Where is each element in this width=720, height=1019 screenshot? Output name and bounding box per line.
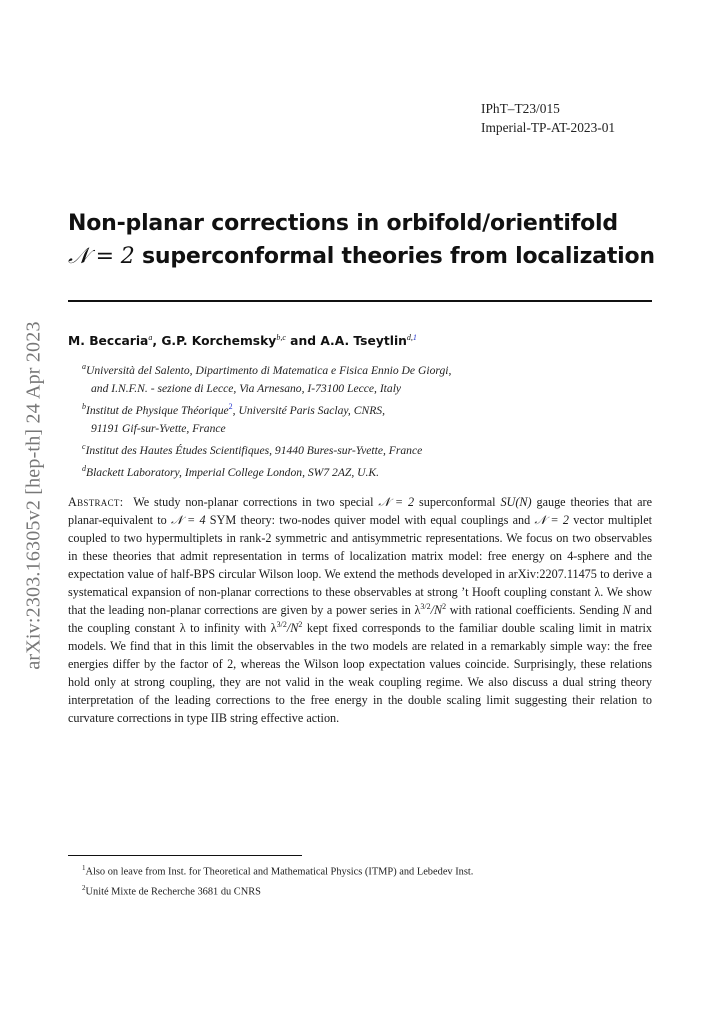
abstract-math: SU(N)	[500, 495, 532, 509]
footnote-link[interactable]: 1	[412, 333, 417, 342]
abstract-math: /N	[286, 621, 299, 635]
abstract-exponent: 3/2	[420, 601, 431, 611]
affiliations	[82, 358, 451, 481]
author-separator: and	[285, 334, 321, 349]
report-number: IPhT–T23/015	[481, 101, 560, 116]
title-rule	[68, 300, 652, 302]
abstract-math: /N	[430, 603, 443, 617]
author-name: G.P. Korchemsky	[161, 334, 277, 349]
affiliation-mark: d,	[406, 333, 413, 342]
title-line-1: Non-planar corrections in orbifold/orientifold	[68, 211, 618, 236]
footnote-mark: 1	[82, 864, 86, 872]
title-math: 𝒩 = 2	[68, 244, 135, 269]
affiliation-c	[82, 438, 451, 460]
abstract-text: gauge theories that are planar-equivalent to	[68, 495, 653, 527]
affiliation-b	[82, 398, 451, 420]
abstract-text: superconformal	[414, 495, 501, 509]
affiliation-mark: c	[82, 441, 86, 451]
affiliation-mark: b	[82, 401, 86, 411]
report-number: Imperial-TP-AT-2023-01	[481, 119, 616, 135]
abstract-math: 𝒩 = 2	[378, 495, 415, 509]
affiliation-b-line2: 91191 Gif-sur-Yvette, France	[91, 421, 226, 435]
arxiv-side-stamp	[19, 295, 49, 695]
affiliation-mark: b,c	[276, 333, 286, 342]
abstract-exponent: 2	[298, 619, 303, 629]
footnote	[82, 880, 473, 900]
affiliation-text: , Université Paris Saclay, CNRS,	[232, 403, 385, 417]
abstract-text: We study non-planar corrections in two special	[133, 495, 379, 509]
affiliation-text: Università del Salento, Dipartimento di Matematica e Fisica Ennio De Giorgi,	[86, 363, 452, 377]
abstract-math: 𝒩 = 4	[171, 513, 206, 527]
affiliation-a	[82, 358, 451, 380]
affiliation-d	[82, 460, 451, 482]
abstract-math: 𝒩 = 2	[534, 513, 570, 527]
footnotes	[82, 860, 473, 901]
footnote-link[interactable]: 2	[228, 401, 233, 411]
arxiv-identifier: arXiv:2303.16305v2 [hep-th] 24 Apr 2023	[22, 320, 45, 670]
affiliation-mark: a	[82, 362, 86, 371]
abstract-text: and the coupling constant λ to infinity with λ	[68, 603, 652, 635]
author-list	[68, 333, 417, 348]
abstract-text: vector multiplet coupled to two hypermultiplets in rank-2 symmetric and antisymmetric representations. We focus on two observables in these theories that admit representation in terms of localization matrix model: free energy on 4-sphere and the expectation value of half-BPS circular Wilson loop. We extend the methods developed in arXiv:2207.11475 to derive a systematical expansion of non-planar corrections to these observables at strong ’t Hooft coupling constant λ. We show that the leading non-planar corrections are given by a power series in λ	[68, 513, 652, 617]
author-name: A.A. Tseytlin	[320, 334, 407, 349]
affiliation-text: Blackett Laboratory, Imperial College London, SW7 2AZ, U.K.	[86, 465, 380, 479]
abstract-text: SYM theory: two-nodes quiver model with equal couplings and	[205, 513, 535, 527]
footnote-text: Also on leave from Inst. for Theoretical and Mathematical Physics (ITMP) and Lebedev Inst.	[85, 866, 474, 878]
author-name: M. Beccaria	[68, 334, 149, 349]
affiliation-text: Institut de Physique Théorique	[86, 403, 229, 417]
title-line-2-text: superconformal theories from localization	[134, 244, 655, 269]
abstract-text: kept fixed corresponds to the familiar double scaling limit in matrix models. We find that in this limit the observables in the two models are related in a remarkably simple way: the free energies differ by the factor of 2, whereas the Wilson loop expectation values coincide. Surprisingly, these relations hold only at strong coupling, they are not valid in the weak coupling regime. We also discuss a dual string theory interpretation of the leading corrections to the free energy in the double scaling limit suggesting their relation to curvature corrections in type IIB string effective action.	[68, 621, 652, 725]
affiliation-text: Institut des Hautes Études Scientifiques, 91440 Bures-sur-Yvette, France	[85, 443, 423, 457]
paper-title	[68, 207, 668, 273]
affiliation-mark: a	[148, 333, 153, 342]
title-line-2	[68, 240, 668, 273]
affiliation-a-line2: and I.N.F.N. - sezione di Lecce, Via Arnesano, I-73100 Lecce, Italy	[91, 381, 402, 395]
footnote-mark: 2	[82, 884, 86, 893]
footnote-text: Unité Mixte de Recherche 3681 du CNRS	[85, 886, 261, 898]
abstract-heading: Abstract:	[68, 495, 124, 509]
abstract	[68, 493, 652, 727]
footnote	[82, 860, 473, 880]
report-numbers	[481, 100, 615, 137]
abstract-exponent: 3/2	[276, 619, 287, 629]
abstract-exponent: 2	[442, 601, 447, 611]
abstract-math: N	[622, 603, 631, 617]
abstract-text: with rational coefficients. Sending	[446, 603, 623, 617]
footnote-rule	[68, 855, 302, 856]
affiliation-mark: d	[82, 463, 86, 473]
author-separator: ,	[152, 334, 162, 349]
